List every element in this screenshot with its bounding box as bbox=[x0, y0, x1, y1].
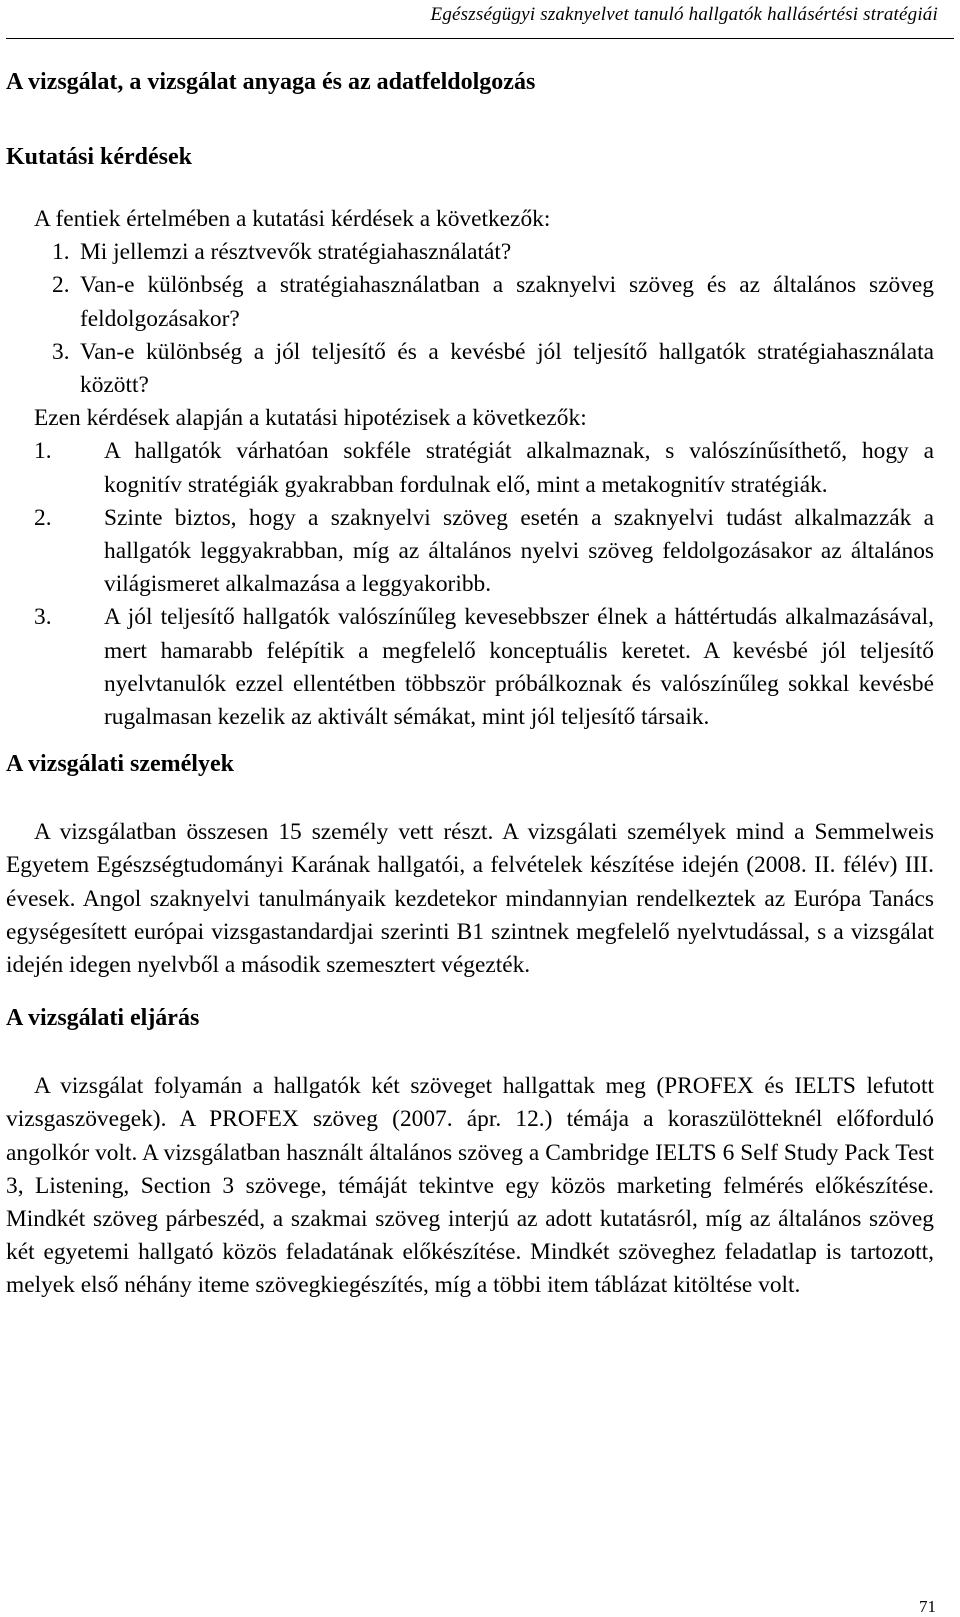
spacer bbox=[6, 982, 934, 1002]
list-item bbox=[6, 435, 934, 501]
list-item bbox=[6, 601, 934, 734]
list-item-number: 3. bbox=[34, 604, 52, 631]
list-item-number: 1. bbox=[34, 438, 52, 465]
section-title: A vizsgálat, a vizsgálat anyaga és az adatfeldolgozás bbox=[6, 69, 536, 95]
list-item-text: Van-e különbség a jól teljesítő és a kevésbé jól teljesítő hallgatók stratégiahasználata között? bbox=[80, 338, 934, 399]
list-item-number: 2. bbox=[52, 272, 70, 299]
list-item-text: Szinte biztos, hogy a szaknyelvi szöveg esetén a szaknyelvi tudást alkalmazzák a hallgatók leggyakrabban, míg az általános nyelvi szöveg feldolgozásakor az általános világismeret alkalmazása a leggyakoribb. bbox=[104, 504, 934, 598]
list-item-number: 2. bbox=[34, 504, 52, 531]
list-item bbox=[6, 269, 934, 335]
procedure-paragraph: A vizsgálat folyamán a hallgatók két szöveget hallgattak meg (PROFEX és IELTS lefutott vizsgaszövegek). A PROFEX szöveg (2007. ápr. 12.) témája a koraszülötteknél előforduló angolkór volt. A vizsgálatban használt általános szöveg a Cambridge IELTS 6 Self Study Pack Test 3, Listening, Section 3 szövege, témáját tekintve egy közös marketing felmérés előkészítése. Mindkét szöveg párbeszéd, a szakmai szöveg interjú az adott kutatásról, míg az általános szöveg két egyetemi hallgató közös feladatának előkészítése. Mindkét szöveghez feladatlap is tartozott, melyek első néhány iteme szövegkiegészítés, míg a többi item táblázat kitöltése volt. bbox=[6, 1073, 934, 1299]
research-questions-list bbox=[6, 236, 934, 402]
subjects-heading: A vizsgálati személyek bbox=[6, 751, 234, 778]
research-questions-intro: A fentiek értelmében a kutatási kérdések a következők: bbox=[34, 206, 551, 232]
hypotheses-intro: Ezen kérdések alapján a kutatási hipotézisek a következők: bbox=[34, 405, 587, 432]
list-item-text: Van-e különbség a stratégiahasználatban a szaknyelvi szöveg és az általános szöveg feldolgozásakor? bbox=[80, 272, 934, 332]
list-item-text: A jól teljesítő hallgatók valószínűleg kevesebbszer élnek a háttértudás alkalmazásával, mert hamarabb felépítik a megfelelő konceptuális keretet. A kevésbé jól teljesítő nyelvtanulók ezzel ellentétben többször próbálkoznak és valószínűleg sokkal kevésbé rugalmasan kezelik az aktivált sémákat, mint jól teljesítő társaik. bbox=[104, 604, 934, 731]
header-rule bbox=[6, 38, 954, 39]
list-item-number: 3. bbox=[52, 338, 70, 365]
running-head: Egészségügyi szaknyelvet tanuló hallgatók hallásértési stratégiái bbox=[430, 4, 938, 25]
procedure-heading: A vizsgálati eljárás bbox=[6, 1005, 200, 1032]
hypotheses-list bbox=[6, 435, 934, 734]
list-item bbox=[6, 336, 934, 402]
spacer bbox=[6, 781, 934, 816]
spacer bbox=[6, 734, 934, 748]
list-item-number: 1. bbox=[52, 239, 70, 266]
list-item-text: Mi jellemzi a résztvevők stratégiahasználatát? bbox=[80, 239, 512, 266]
research-questions-heading: Kutatási kérdések bbox=[6, 144, 192, 170]
spacer bbox=[6, 1035, 934, 1070]
list-item bbox=[6, 502, 934, 602]
subjects-paragraph: A vizsgálatban összesen 15 személy vett részt. A vizsgálati személyek mind a Semmelweis Egyetem Egészségtudományi Karának hallgatói, a felvételek készítése idején (2008. II. félév) III. évesek. Angol szaknyelvi tanulmányaik kezdetekor mindannyian rendelkeztek az Európa Tanács egységesített európai vizsgastandardjai szerinti B1 szintnek megfelelő nyelvtudással, s a vizsgálat idején idegen nyelvből a második szemesztert végezték. bbox=[6, 819, 934, 979]
spacer bbox=[6, 99, 934, 141]
spacer bbox=[6, 174, 934, 203]
list-item bbox=[6, 236, 934, 269]
list-item-text: A hallgatók várhatóan sokféle stratégiát alkalmaznak, s valószínűsíthető, hogy a kognitív stratégiák gyakrabban fordulnak elő, mint a metakognitív stratégiák. bbox=[104, 438, 934, 498]
page-content bbox=[6, 66, 934, 1303]
page-number: 71 bbox=[919, 1597, 936, 1616]
